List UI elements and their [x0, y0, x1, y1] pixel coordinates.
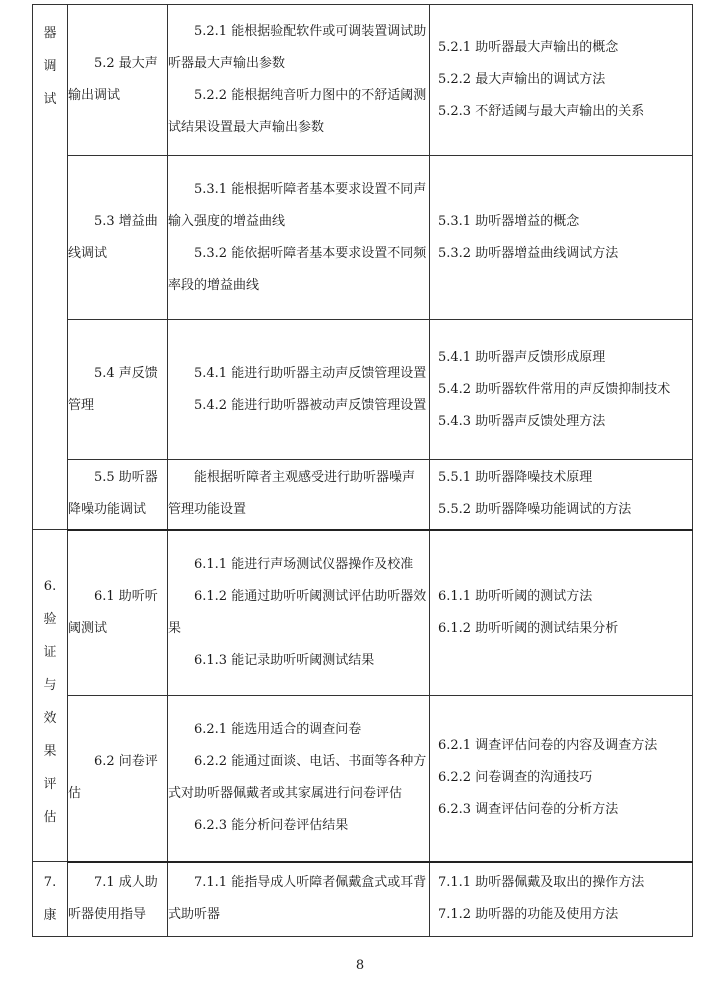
section-char: 6.	[43, 579, 57, 594]
section-cell	[33, 862, 68, 937]
item-name-cell: 5.2 最大声输出调试	[68, 5, 168, 156]
table-row	[33, 696, 693, 862]
section-char: 7.	[43, 875, 57, 890]
table-row	[33, 862, 693, 937]
knowledge-cell: 5.3.1 助听器增益的概念 5.3.2 助听器增益曲线调试方法	[430, 156, 693, 320]
section-cell	[33, 5, 68, 530]
section-char: 器	[43, 26, 57, 41]
section-char: 评	[43, 777, 57, 792]
section-char: 证	[43, 645, 57, 660]
knowledge-cell: 7.1.1 助听器佩戴及取出的操作方法 7.1.2 助听器的功能及使用方法	[430, 862, 693, 937]
table-row	[33, 320, 693, 460]
item-name-cell: 5.5 助听器降噪功能调试	[68, 460, 168, 530]
skills-cell: 5.3.1 能根据听障者基本要求设置不同声输入强度的增益曲线 5.3.2 能依据听障者基本要求设置不同频率段的增益曲线	[168, 156, 430, 320]
knowledge-cell: 5.5.1 助听器降噪技术原理 5.5.2 助听器降噪功能调试的方法	[430, 460, 693, 530]
section-cell	[33, 530, 68, 862]
skills-cell: 6.1.1 能进行声场测试仪器操作及校准 6.1.2 能通过助听听阈测试评估助听器效果 6.1.3 能记录助听听阈测试结果	[168, 530, 430, 696]
section-char: 效	[43, 711, 57, 726]
skills-cell: 7.1.1 能指导成人听障者佩戴盒式或耳背式助听器	[168, 862, 430, 937]
section-char: 果	[43, 744, 57, 759]
section-char: 试	[43, 92, 57, 107]
skills-cell: 能根据听障者主观感受进行助听器噪声管理功能设置	[168, 460, 430, 530]
item-name-cell: 6.1 助听听阈测试	[68, 530, 168, 696]
table-row	[33, 5, 693, 156]
knowledge-cell: 5.4.1 助听器声反馈形成原理 5.4.2 助听器软件常用的声反馈抑制技术 5.4.3 助听器声反馈处理方法	[430, 320, 693, 460]
item-name-cell: 5.4 声反馈管理	[68, 320, 168, 460]
knowledge-cell: 5.2.1 助听器最大声输出的概念 5.2.2 最大声输出的调试方法 5.2.3 不舒适阈与最大声输出的关系	[430, 5, 693, 156]
item-name-cell: 5.3 增益曲线调试	[68, 156, 168, 320]
page-number: 8	[355, 958, 365, 973]
item-name-cell: 6.2 问卷评估	[68, 696, 168, 862]
skills-cell: 5.4.1 能进行助听器主动声反馈管理设置 5.4.2 能进行助听器被动声反馈管理设置	[168, 320, 430, 460]
table-row	[33, 460, 693, 530]
table-row	[33, 530, 693, 696]
section-char: 估	[43, 810, 57, 825]
table-row	[33, 156, 693, 320]
section-char: 与	[43, 678, 57, 693]
skills-cell: 5.2.1 能根据验配软件或可调装置调试助听器最大声输出参数 5.2.2 能根据纯音听力图中的不舒适阈测试结果设置最大声输出参数	[168, 5, 430, 156]
skills-cell: 6.2.1 能选用适合的调查问卷 6.2.2 能通过面谈、电话、书面等各种方式对助听器佩戴者或其家属进行问卷评估 6.2.3 能分析问卷评估结果	[168, 696, 430, 862]
knowledge-cell: 6.1.1 助听听阈的测试方法 6.1.2 助听听阈的测试结果分析	[430, 530, 693, 696]
section-char: 验	[43, 612, 57, 627]
section-char: 调	[43, 59, 57, 74]
knowledge-cell: 6.2.1 调查评估问卷的内容及调查方法 6.2.2 问卷调查的沟通技巧 6.2.3 调查评估问卷的分析方法	[430, 696, 693, 862]
item-name-cell: 7.1 成人助听器使用指导	[68, 862, 168, 937]
standards-table	[32, 4, 693, 937]
section-char: 康	[43, 908, 57, 923]
